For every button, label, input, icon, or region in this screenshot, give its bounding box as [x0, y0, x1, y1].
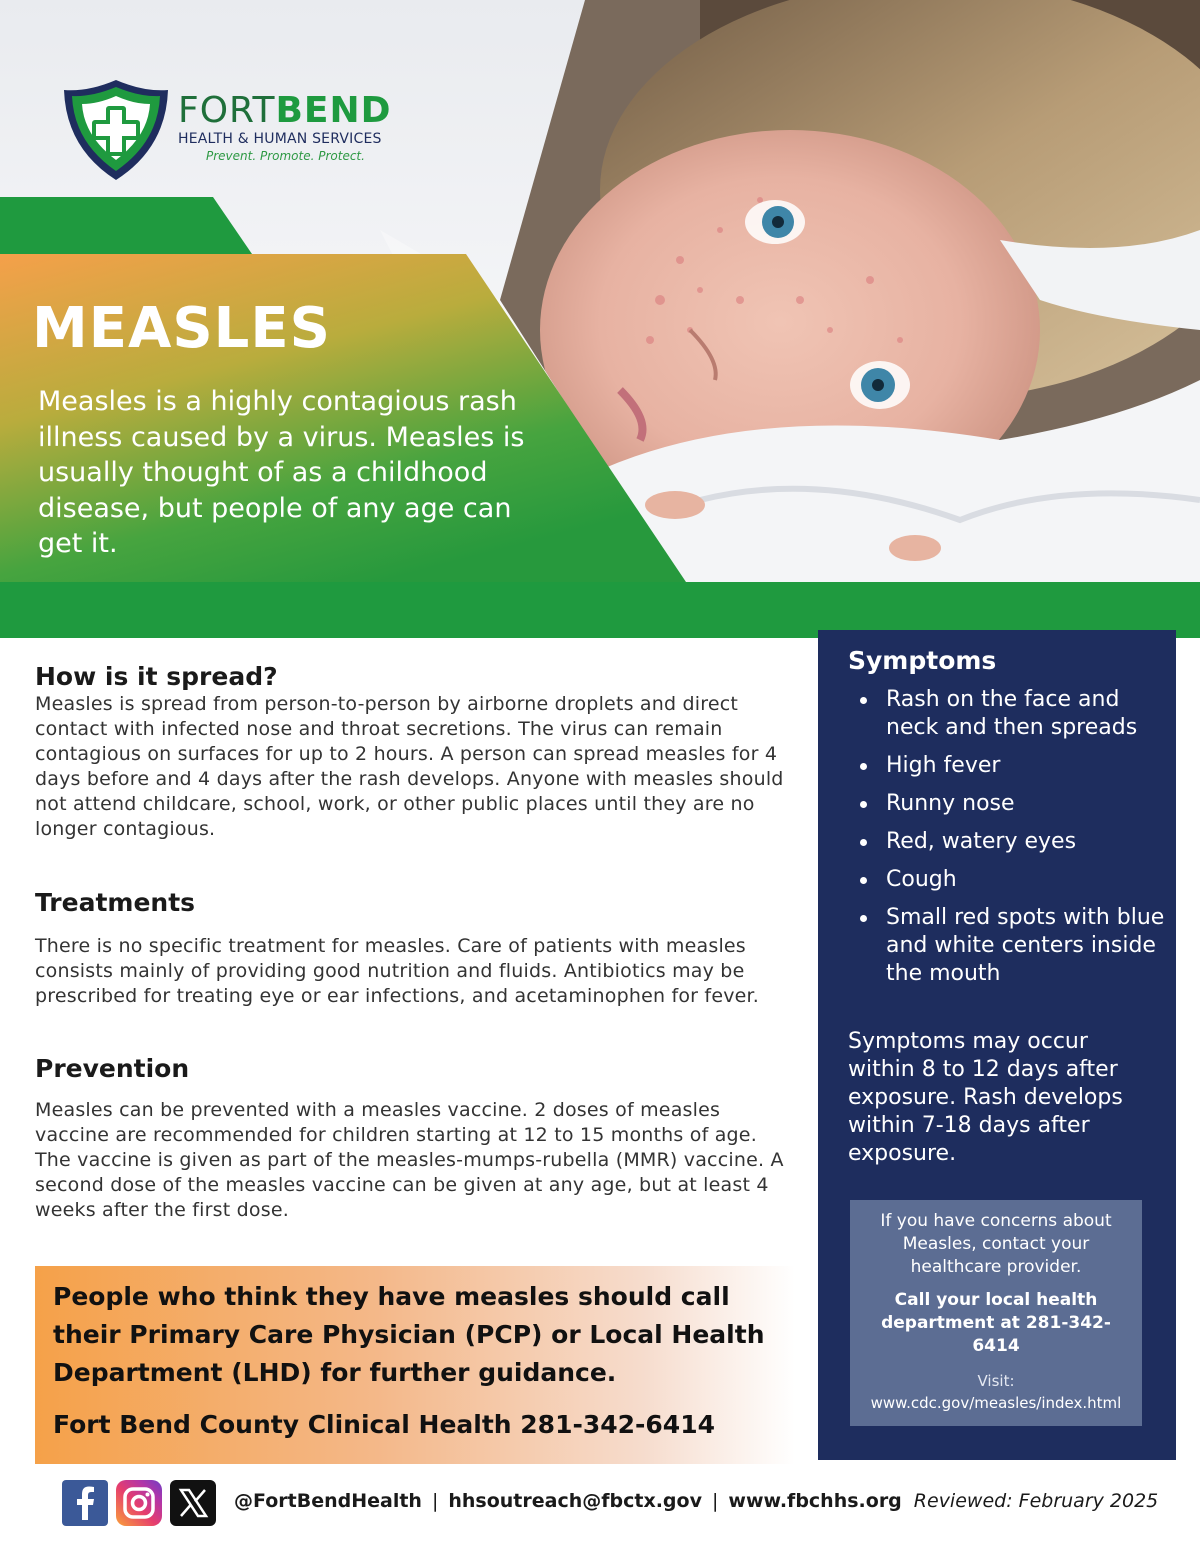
bullet-icon — [860, 801, 867, 808]
footer-separator: | — [431, 1490, 439, 1512]
treatments-heading: Treatments — [35, 888, 196, 917]
spread-body: Measles is spread from person-to-person by airborne droplets and direct contact with infected nose and throat secretions. The virus can remain contagious on surfaces for up to 2 hours. A person can spread measles for 4 days before and 4 days after the rash develops. Anyone with measles should not attend childcare, school, work, or other public places until they are no longer contagious. — [35, 693, 784, 840]
instagram-icon[interactable] — [116, 1480, 162, 1526]
symptoms-panel — [818, 630, 1176, 1460]
outreach-email[interactable]: hhsoutreach@fbctx.gov — [448, 1490, 702, 1512]
bullet-icon — [860, 839, 867, 846]
clinical-health-phone[interactable]: Fort Bend County Clinical Health 281-342-6414 — [53, 1410, 715, 1439]
logo-wordmark: FORTBEND — [178, 90, 392, 131]
prevention-body: Measles can be prevented with a measles vaccine. 2 doses of measles vaccine are recommended for children starting at 12 to 15 months of age. The vaccine is given as part of the measles-mumps-rubella (MMR) vaccine. A second dose of the measles vaccine can be given at any age, but at least 4 weeks after the first dose. — [35, 1099, 784, 1221]
symptom-item: Red, watery eyes — [848, 828, 1168, 856]
bullet-icon — [860, 915, 867, 922]
spread-heading: How is it spread? — [35, 662, 278, 691]
hero-banner — [0, 0, 1200, 640]
shield-cross-icon — [62, 78, 170, 182]
symptoms-list — [848, 686, 1168, 998]
treatments-body: There is no specific treatment for measles. Care of patients with measles consists mainly of providing good nutrition and fluids. Antibiotics may be prescribed for treating eye or ear infections, and acetaminophen for fever. — [35, 935, 760, 1007]
website-link[interactable]: www.fbchhs.org — [728, 1490, 902, 1512]
intro-text: Measles is a highly contagious rash illness caused by a virus. Measles is usually thought of as a childhood disease, but people of any age can get it. — [38, 386, 525, 559]
x-twitter-icon[interactable] — [170, 1480, 216, 1526]
symptoms-heading: Symptoms — [848, 646, 997, 675]
cdc-link[interactable]: www.cdc.gov/measles/index.html — [870, 1394, 1122, 1412]
symptom-item: Runny nose — [848, 790, 1168, 818]
symptom-item: High fever — [848, 752, 1168, 780]
symptoms-onset-note: Symptoms may occur within 8 to 12 days after exposure. Rash develops within 7-18 days after exposure. — [848, 1029, 1123, 1166]
footer-contact-line — [234, 1490, 1158, 1512]
reviewed-date: Reviewed: February 2025 — [913, 1490, 1159, 1512]
logo-subtitle: HEALTH & HUMAN SERVICES — [178, 131, 382, 147]
fort-bend-logo[interactable] — [62, 78, 422, 188]
page-title: MEASLES — [32, 296, 331, 361]
prevention-heading: Prevention — [35, 1054, 190, 1083]
footer — [62, 1478, 1162, 1528]
contact-box — [850, 1200, 1142, 1426]
call-health-department[interactable]: Call your local health department at 281-342-6414 — [881, 1290, 1111, 1356]
logo-tagline: Prevent. Promote. Protect. — [206, 149, 365, 163]
footer-separator: | — [711, 1490, 719, 1512]
symptom-item: Small red spots with blue and white centers inside the mouth — [848, 904, 1168, 988]
bullet-icon — [860, 697, 867, 704]
social-handle[interactable]: @FortBendHealth — [234, 1490, 422, 1512]
visit-label: Visit: — [977, 1372, 1015, 1390]
guidance-callout — [35, 1266, 795, 1464]
concern-text: If you have concerns about Measles, contact your healthcare provider. — [880, 1211, 1112, 1277]
bullet-icon — [860, 877, 867, 884]
bullet-icon — [860, 763, 867, 770]
symptom-item: Rash on the face and neck and then spreads — [848, 686, 1168, 742]
symptom-item: Cough — [848, 866, 1168, 894]
guidance-text: People who think they have measles should call their Primary Care Physician (PCP) or Local Health Department (LHD) for further guidance. — [53, 1282, 765, 1387]
facebook-icon[interactable] — [62, 1480, 108, 1526]
